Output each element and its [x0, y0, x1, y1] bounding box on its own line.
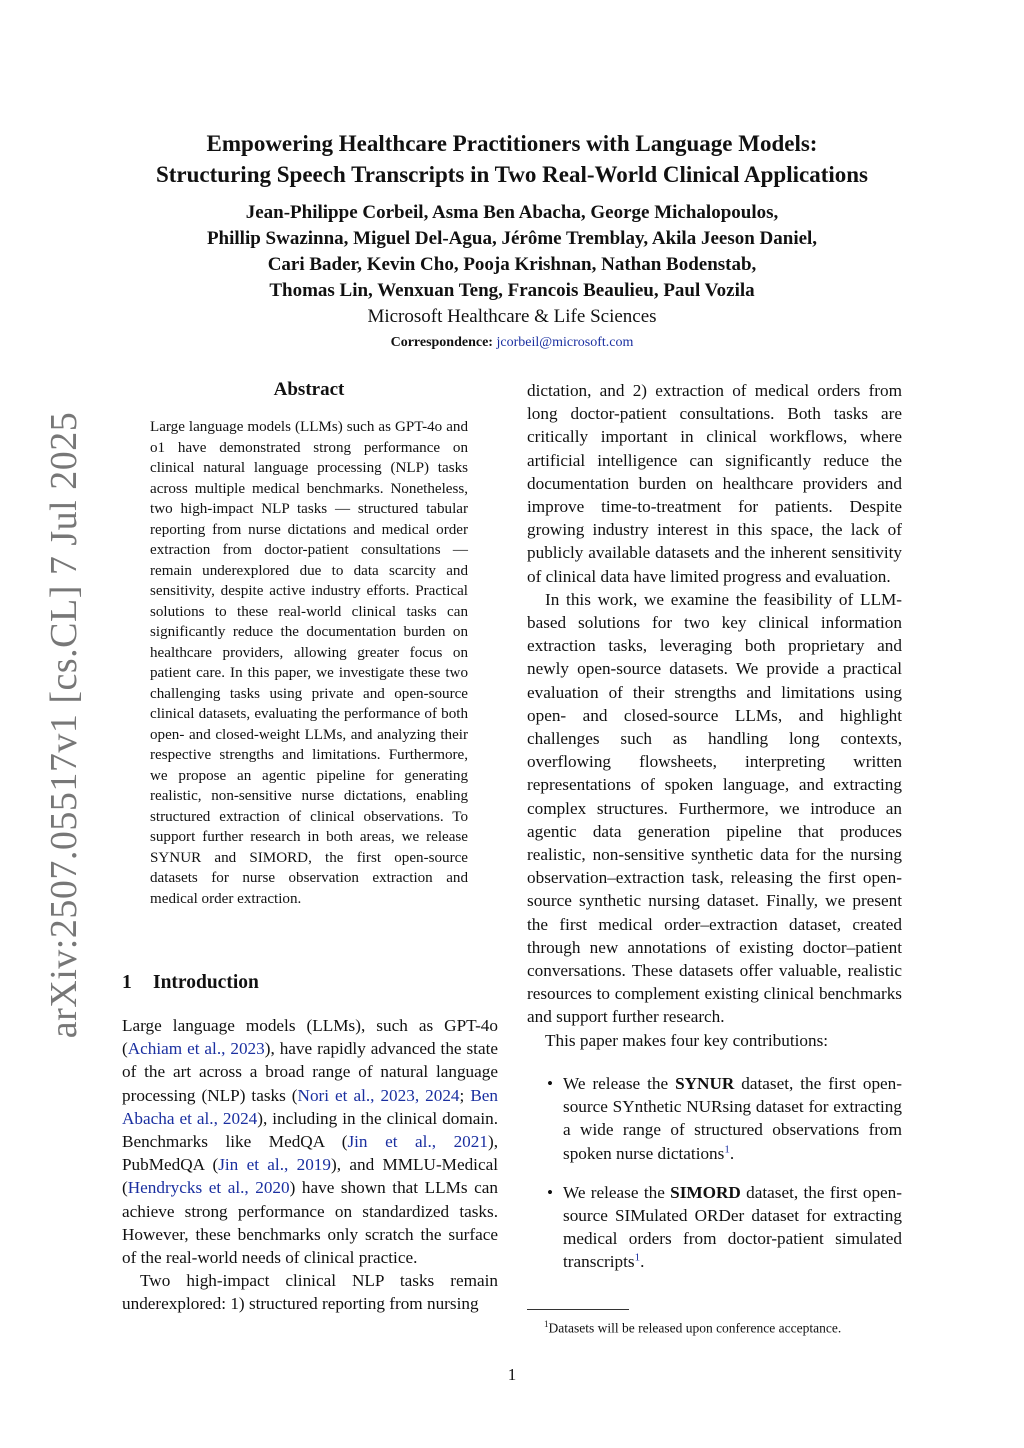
citation-link[interactable]: Jin et al., 2021: [347, 1132, 488, 1152]
title-line: Structuring Speech Transcripts in Two Real-World Clinical Applications: [155, 162, 868, 187]
citation-link[interactable]: Nori et al., 2023, 2024: [297, 1085, 460, 1105]
section-number: 1: [122, 972, 132, 993]
author-line: Jean-Philippe Corbeil, Asma Ben Abacha, George Michalopoulos,: [245, 202, 779, 223]
right-column: [527, 379, 902, 1290]
author-line: Cari Bader, Kevin Cho, Pooja Krishnan, Nathan Bodenstab,: [267, 254, 757, 275]
text-run: ), have rapidly advanced the state of the art across a broad range of natural language processing (NLP) tasks (: [122, 1039, 498, 1105]
intro-paragraph: [122, 1014, 498, 1269]
body-paragraph: dictation, and 2) extraction of medical orders from long doctor-patient consultations. Both tasks are critically important in clinical workflows, where artificial intelligence can significantly reduce the documentation burden on healthcare providers and improve time-to-treatment for patients. Despite growing industry interest in this space, the lack of publicly available datasets and the inherent sensitivity of clinical data have limited progress and evaluation.: [527, 381, 902, 586]
author-line: Thomas Lin, Wenxuan Teng, Francois Beaulieu, Paul Vozila: [269, 280, 755, 301]
text-run: ), PubMedQA (: [122, 1132, 498, 1175]
footnote: [544, 1314, 841, 1339]
abstract-heading: Abstract: [273, 379, 345, 400]
text-run: dataset, the first open-source SYnthetic NURsing dataset for extracting a wide range of structured observations from spoken nurse dictations: [563, 1073, 902, 1163]
dataset-name: SYNUR: [675, 1073, 735, 1093]
citation-link[interactable]: Achiam et al., 2023: [127, 1039, 265, 1059]
title-line: Empowering Healthcare Practitioners with Language Models:: [206, 131, 818, 156]
list-item: [527, 1181, 902, 1274]
text-run: ), including in the clinical domain. Benchmarks like MedQA (: [122, 1108, 498, 1152]
contributions-list: [527, 1072, 902, 1274]
text-run: We release the: [563, 1073, 676, 1093]
text-run: We release the: [563, 1182, 671, 1202]
section-heading: [122, 970, 498, 996]
citation-link[interactable]: Ben Abacha et al., 2024: [122, 1085, 498, 1128]
text-run: dataset, the first open-source SIMulated ORDer dataset for extracting medical orders from doctor-patient simulated transcripts: [563, 1182, 902, 1272]
abstract-section: [150, 378, 468, 909]
body-paragraph: This paper makes four key contributions:: [545, 1030, 829, 1050]
list-item: [527, 1072, 902, 1165]
footnote-marker-link[interactable]: 1: [634, 1251, 641, 1264]
citation-link[interactable]: Jin et al., 2019: [218, 1155, 331, 1175]
text-run: Large language models (LLMs), such as GPT-4o (: [122, 1016, 498, 1059]
text-run: ), and MMLU-Medical (: [122, 1155, 498, 1198]
author-line: Phillip Swazinna, Miguel Del-Agua, Jérôme Tremblay, Akila Jeeson Daniel,: [206, 228, 818, 249]
dataset-name: SIMORD: [670, 1182, 741, 1202]
abstract-text: Large language models (LLMs) such as GPT-4o and o1 have demonstrated strong performance on clinical natural language processing (NLP) tasks across multiple medical benchmarks. Nonetheless, two high-impact NLP tasks — structured tabular reporting from nurse dictations and medical order extraction from doctor-patient consultations — remain underexplored due to data scarcity and sensitivity, despite active industry efforts. Practical solutions to these real-world clinical tasks can significantly reduce the documentation burden on healthcare providers, allowing greater focus on patient care. In this paper, we investigate these two challenging tasks using private and open-source clinical datasets, evaluating the performance of both open- and closed-weight LLMs, and analyzing their respective strengths and limitations. Furthermore, we propose an agentic pipeline for generating realistic, non-sensitive nurse dictations, enabling structured extraction of clinical observations. To support further research in both areas, we release SYNUR and SIMORD, the first open-source datasets for nurse observation extraction and medical order extraction.: [150, 419, 468, 907]
text-run: .: [640, 1252, 645, 1272]
text-run: .: [729, 1143, 735, 1163]
correspondence-email-link[interactable]: jcorbeil@microsoft.com: [496, 335, 634, 350]
footnote-marker-link[interactable]: 1: [724, 1142, 730, 1155]
footnote-text: Datasets will be released upon conference acceptance.: [548, 1320, 842, 1336]
correspondence-label: Correspondence:: [390, 335, 493, 350]
page-number: 1: [507, 1365, 517, 1384]
bullet-icon: •: [547, 1073, 554, 1093]
affiliation: Microsoft Healthcare & Life Sciences: [367, 306, 657, 327]
paper-title: [100, 128, 924, 190]
citation-link[interactable]: Hendrycks et al., 2020: [127, 1178, 290, 1198]
text-run: ;: [459, 1085, 471, 1105]
author-block: [100, 200, 924, 355]
footnote-number: 1: [544, 1319, 549, 1329]
section-title: Introduction: [153, 972, 259, 993]
arxiv-identifier: arXiv:2507.05517v1 [cs.CL] 7 Jul 2025: [43, 411, 85, 1039]
footnote-divider: [527, 1309, 629, 1310]
text-run: ) have shown that LLMs can achieve strong performance on standardized tasks. However, these benchmarks only scratch the surface of the real-world needs of clinical practice.: [122, 1178, 498, 1268]
bullet-icon: •: [547, 1182, 554, 1202]
body-paragraph: In this work, we examine the feasibility of LLM-based solutions for two key clinical information extraction tasks, leveraging both proprietary and newly open-source datasets. We provide a practical evaluation of their strengths and limitations using open- and closed-source LLMs, and highlight challenges such as handling long contexts, overflowing flowsheets, interpreting written representations of spoken language, and extracting complex structures. Furthermore, we introduce an agentic data generation pipeline that produces realistic, non-sensitive synthetic data for the nursing observation–extraction task, releasing the first open-source synthetic nursing dataset. Finally, we present the first medical order–extraction dataset, created through new annotations of existing doctor–patient conversations. These datasets offer valuable, realistic resources to complement existing clinical benchmarks and support further research.: [527, 589, 902, 1027]
correspondence: [100, 331, 924, 355]
introduction-section: [122, 970, 498, 1316]
intro-paragraph: Two high-impact clinical NLP tasks remain underexplored: 1) structured reporting from nursing: [122, 1271, 498, 1314]
